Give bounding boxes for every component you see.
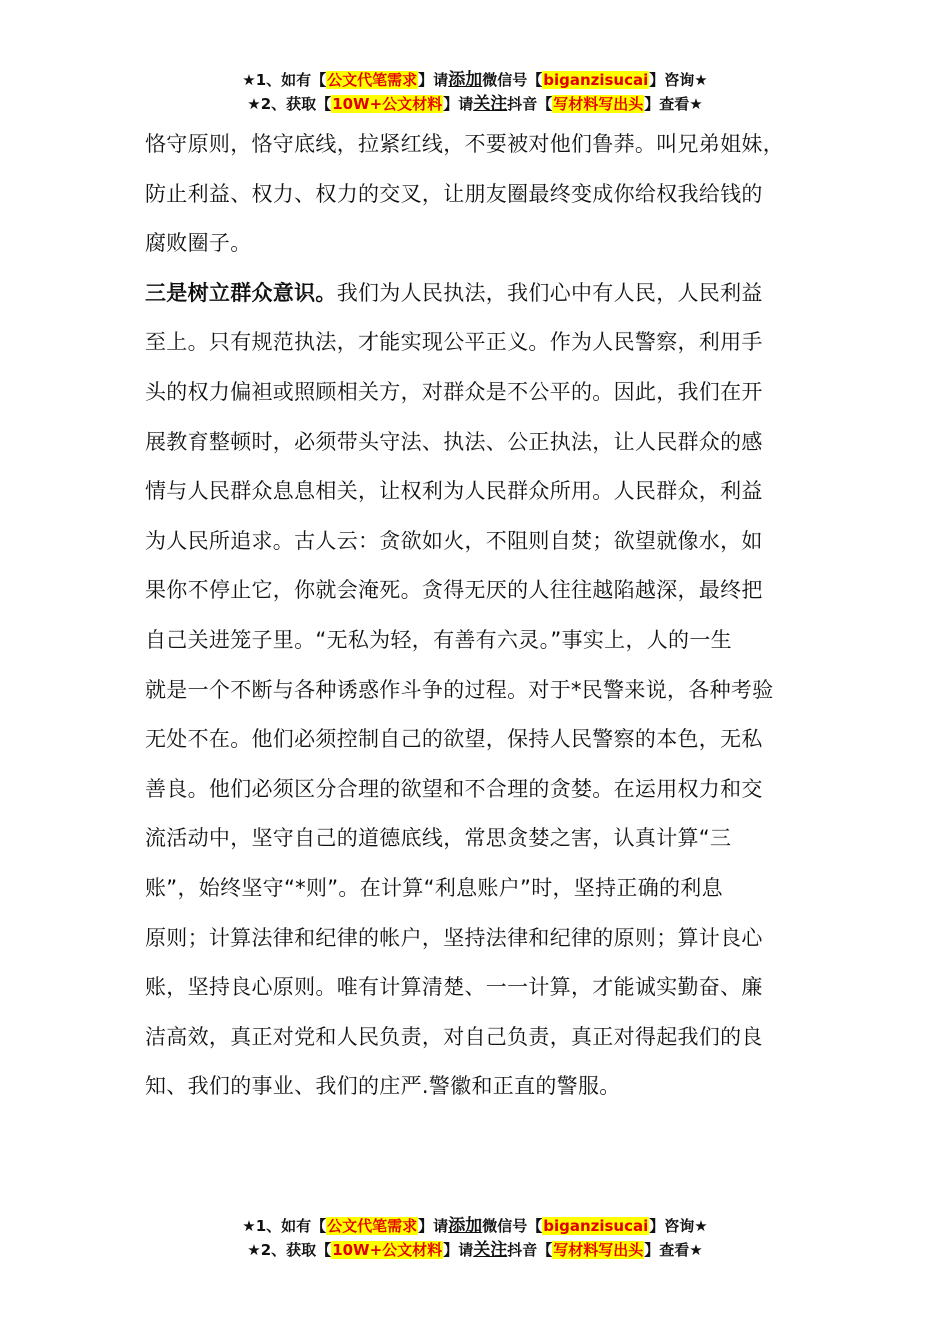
banner-text: 】请 (443, 1241, 474, 1259)
highlight-text: 写材料写出头 (553, 95, 644, 113)
highlight-text: 公文代笔需求 (327, 71, 418, 89)
banner-text: 1、如有【 (255, 1217, 327, 1235)
body-line: 洁高效，真正对党和人民负责，对自己负责，真正对得起我们的良 (145, 1024, 763, 1049)
body-line: 就是一个不断与各种诱惑作斗争的过程。对于*民警来说，各种考验 (145, 677, 774, 702)
body-line: 恪守原则，恪守底线，拉紧红线，不要被对他们鲁莽。叫兄弟姐妹， (145, 132, 784, 156)
highlight-text: 10W+公文材料 (332, 95, 443, 113)
banner-text: 】请 (443, 95, 474, 113)
body-line: 防止利益、权力、权力的交叉，让朋友圈最终变成你给权我给钱的 (145, 181, 763, 206)
banner-text: 1、如有【 (255, 71, 327, 89)
banner-text: 】咨询★ (649, 71, 708, 89)
banner-text: 】查看★ (644, 1241, 703, 1259)
banner-text: 微信号【 (482, 71, 543, 89)
star-icon: ★ (242, 1217, 256, 1235)
banner-text: 】请 (418, 71, 449, 89)
body-line: 账，坚持良心原则。唯有计算清楚、一一计算，才能诚实勤奋、廉 (145, 975, 763, 1000)
banner-text: 抖音【 (507, 1241, 553, 1259)
section-3-first-line (145, 269, 835, 319)
body-line: 账”，始终坚守“*则”。在计算“利息账户”时，坚持正确的利息 (145, 875, 723, 900)
body-line: 善良。他们必须区分合理的欲望和不合理的贪婪。在运用权力和交 (145, 776, 763, 801)
body-line: 流活动中，坚守自己的道德底线，常思贪婪之害，认真计算“三 (145, 826, 732, 851)
header-banner (0, 68, 950, 116)
highlight-text: biganzisucai (543, 1217, 649, 1235)
banner-text: 抖音【 (507, 95, 553, 113)
banner-text: 】咨询★ (649, 1217, 708, 1235)
document-body (145, 120, 835, 1112)
underlined-text: 关注 (473, 94, 508, 114)
underlined-text: 添加 (448, 1216, 483, 1236)
body-line: 展教育整顿时，必须带头守法、执法、公正执法，让人民群众的感 (145, 429, 763, 454)
banner-text: 2、获取【 (260, 95, 332, 113)
footer-banner (0, 1214, 950, 1262)
banner-line-1 (0, 1214, 950, 1238)
section-3-heading: 三是树立群众意识。 (145, 280, 337, 305)
body-line: 自己关进笼子里。“无私为轻，有善有六灵。”事实上，人的一生 (145, 627, 732, 652)
banner-line-2 (0, 92, 950, 116)
banner-line-2 (0, 1238, 950, 1262)
body-line: 原则；计算法律和纪律的帐户，坚持法律和纪律的原则；算计良心 (145, 925, 763, 950)
banner-line-1 (0, 68, 950, 92)
highlight-text: 写材料写出头 (553, 1241, 644, 1259)
banner-text: 2、获取【 (260, 1241, 332, 1259)
banner-text: 】查看★ (644, 95, 703, 113)
body-line: 无处不在。他们必须控制自己的欲望，保持人民警察的本色，无私 (145, 727, 763, 752)
highlight-text: 公文代笔需求 (327, 1217, 418, 1235)
section-3-text: 我们为人民执法，我们心中有人民，人民利益 (336, 280, 763, 305)
underlined-text: 关注 (473, 1240, 508, 1260)
banner-text: 】请 (418, 1217, 449, 1235)
star-icon: ★ (247, 95, 261, 113)
star-icon: ★ (242, 71, 256, 89)
underlined-text: 添加 (448, 70, 483, 90)
body-line: 为人民所追求。古人云：贪欲如火，不阻则自焚；欲望就像水，如 (145, 528, 763, 553)
highlight-text: 10W+公文材料 (332, 1241, 443, 1259)
banner-text: 微信号【 (482, 1217, 543, 1235)
body-line: 至上。只有规范执法，才能实现公平正义。作为人民警察，利用手 (145, 330, 763, 355)
star-icon: ★ (247, 1241, 261, 1259)
body-line: 果你不停止它，你就会淹死。贪得无厌的人往往越陷越深，最终把 (145, 578, 763, 603)
body-line: 情与人民群众息息相关，让权利为人民群众所用。人民群众，利益 (145, 479, 763, 504)
body-line: 知、我们的事业、我们的庄严.警徽和正直的警服。 (145, 1074, 621, 1099)
body-line: 腐败圈子。 (145, 231, 252, 256)
body-line: 头的权力偏袒或照顾相关方，对群众是不公平的。因此，我们在开 (145, 379, 763, 404)
highlight-text: biganzisucai (543, 71, 649, 89)
